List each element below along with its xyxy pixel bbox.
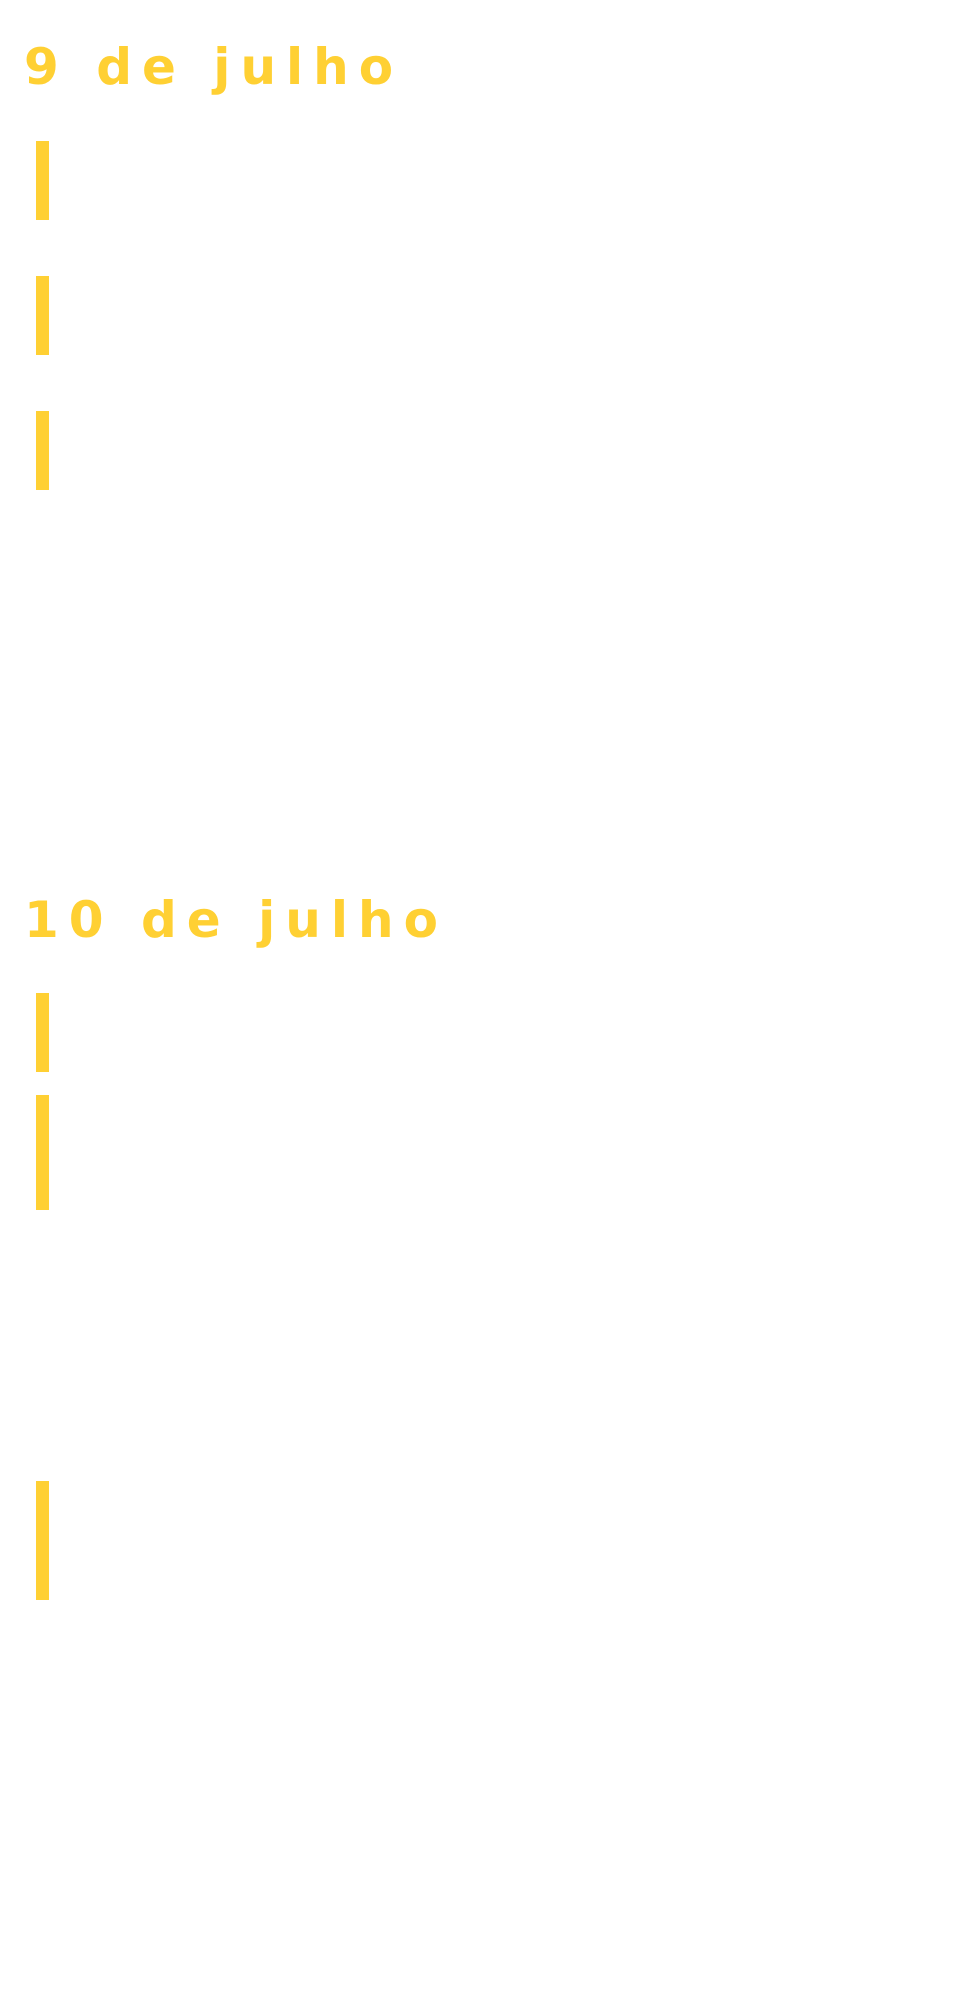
session-marker bbox=[36, 1481, 49, 1600]
session-marker bbox=[36, 411, 49, 490]
day-heading: 10 de julho bbox=[24, 891, 448, 949]
session-marker bbox=[36, 993, 49, 1072]
session-marker bbox=[36, 1095, 49, 1210]
session-marker bbox=[36, 276, 49, 355]
day-heading: 9 de julho bbox=[24, 38, 404, 96]
session-marker bbox=[36, 141, 49, 220]
